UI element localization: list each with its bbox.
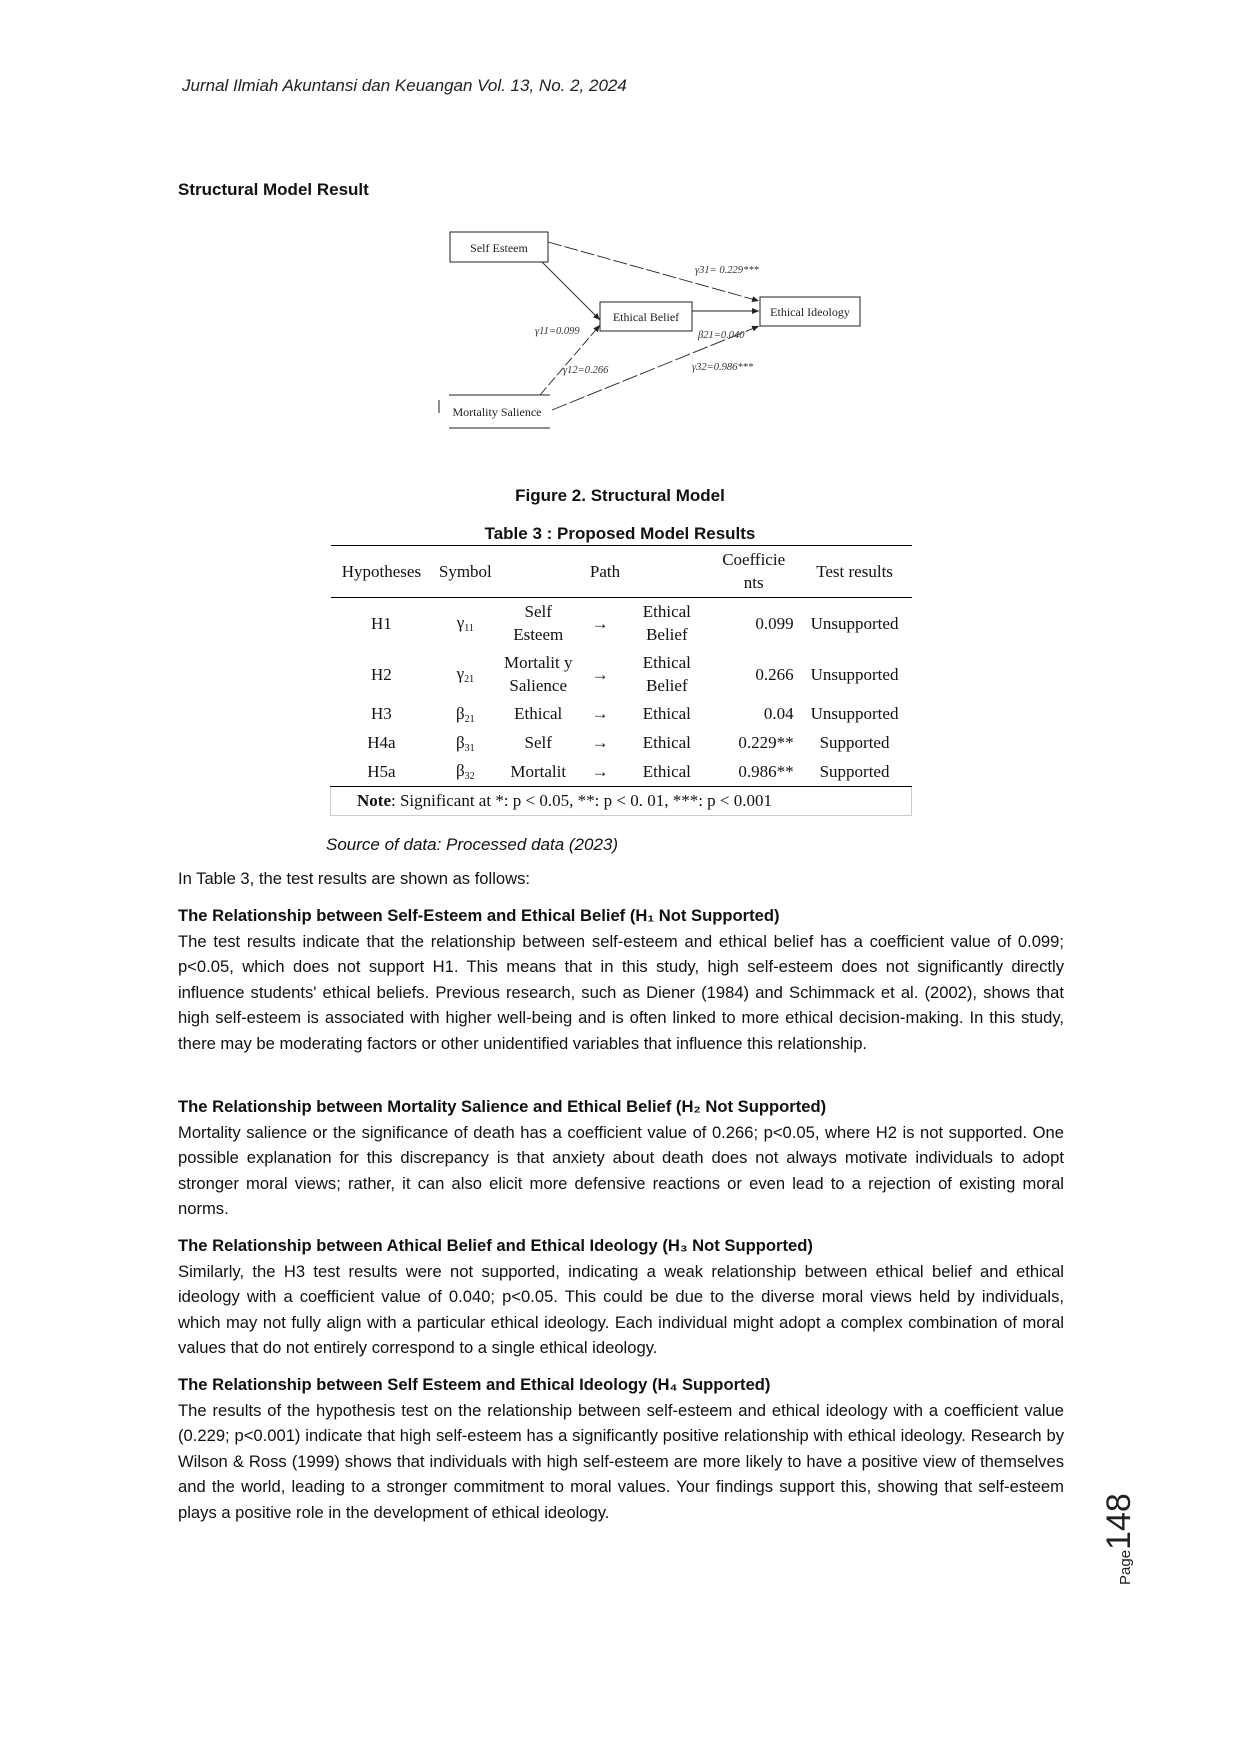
page-label: Page bbox=[1117, 1549, 1134, 1585]
cell-path-from: Ethical bbox=[514, 704, 563, 724]
cell-coefficient: 0.986** bbox=[712, 757, 798, 786]
header-coefficients: Coefficie nts bbox=[712, 546, 798, 598]
section-h3 bbox=[178, 1233, 1064, 1361]
cell-path-to: Ethical bbox=[642, 733, 691, 753]
section-heading: The Relationship between Mortality Salience and Ethical Belief (H₂ Not Supported) bbox=[178, 1097, 827, 1116]
section-heading: The Relationship between Self Esteem and Ethical Ideology (H₄ Supported) bbox=[178, 1375, 771, 1394]
cell-hypothesis: H4a bbox=[367, 733, 396, 753]
table-row bbox=[331, 649, 912, 700]
cell-coefficient: 0.099 bbox=[755, 613, 794, 633]
cell-symbol: $\beta_{31}$ bbox=[456, 732, 475, 754]
arrow-icon: → bbox=[591, 733, 609, 753]
path-self-esteem-to-ethical-belief bbox=[542, 262, 600, 320]
arrow-icon: → bbox=[591, 704, 609, 724]
coef-b21: β21=0.040 bbox=[698, 330, 745, 341]
page-number bbox=[1100, 1495, 1140, 1585]
intro-paragraph: In Table 3, the test results are shown as follows: bbox=[178, 869, 531, 888]
ethical-belief-label: Ethical Belief bbox=[612, 310, 680, 324]
ethical-ideology-label: Ethical Ideology bbox=[770, 305, 850, 319]
results-table bbox=[330, 545, 912, 816]
cell-hypothesis: H5a bbox=[331, 757, 433, 786]
cell-symbol: $\beta_{21}$ bbox=[456, 703, 475, 725]
table-row bbox=[331, 757, 912, 786]
cell-coefficient: 0.229** bbox=[738, 733, 794, 753]
cell-test-result: Unsupported bbox=[810, 613, 899, 633]
cell-symbol: $\gamma_{21}$ bbox=[456, 663, 475, 685]
cell-path-from: Mortalit y Salience bbox=[503, 652, 573, 696]
coef-g32: γ32=0.986*** bbox=[692, 362, 754, 373]
table-row bbox=[331, 700, 912, 729]
section-heading: The Relationship between Athical Belief and Ethical Ideology (H₃ Not Supported) bbox=[178, 1236, 813, 1255]
cell-coefficient: 0.266 bbox=[755, 664, 794, 684]
figure-caption: Figure 2. Structural Model bbox=[515, 486, 725, 505]
header-hypotheses: Hypotheses bbox=[331, 546, 433, 598]
header-path: Path bbox=[498, 546, 711, 598]
cell-hypothesis: H2 bbox=[371, 664, 392, 684]
page-number-value: 148 bbox=[1100, 1493, 1138, 1550]
cell-test-result: Unsupported bbox=[810, 664, 899, 684]
coef-g12: γ12=0.266 bbox=[563, 365, 609, 376]
header-symbol: Symbol bbox=[432, 546, 498, 598]
arrow-icon: → bbox=[591, 613, 609, 633]
cell-test-result: Supported bbox=[819, 733, 890, 753]
section-h4 bbox=[178, 1372, 1064, 1526]
cell-test-result: Unsupported bbox=[810, 704, 899, 724]
section-title: Structural Model Result bbox=[178, 180, 369, 199]
table-note-row bbox=[331, 787, 912, 815]
coef-g11: γ11=0.099 bbox=[535, 326, 580, 337]
table-caption: Table 3 : Proposed Model Results bbox=[484, 524, 756, 543]
cell-path-from: Self Esteem bbox=[513, 601, 564, 645]
cell-hypothesis: H1 bbox=[371, 613, 392, 633]
section-h2 bbox=[178, 1094, 1064, 1222]
cell-symbol: $\beta_{32}$ bbox=[432, 757, 498, 786]
source-note: Source of data: Processed data (2023) bbox=[326, 835, 619, 854]
cell-path-to: Ethical Belief bbox=[642, 652, 691, 696]
self-esteem-label: Self Esteem bbox=[470, 241, 528, 255]
cell-path-to: Ethical bbox=[642, 704, 691, 724]
journal-header: Jurnal Ilmiah Akuntansi dan Keuangan Vol. 13, No. 2, 2024 bbox=[182, 76, 627, 95]
cell-hypothesis: H3 bbox=[371, 704, 392, 724]
cell-test-result: Supported bbox=[798, 757, 912, 786]
mortality-salience-label: Mortality Salience bbox=[452, 405, 542, 419]
cell-symbol: $\gamma_{11}$ bbox=[456, 612, 474, 634]
cell-path-from: Self bbox=[524, 733, 552, 753]
diagram-svg bbox=[430, 225, 880, 440]
section-heading: The Relationship between Self-Esteem and Ethical Belief (H₁ Not Supported) bbox=[178, 906, 780, 925]
table-note: Note: Significant at *: p < 0.05, **: p < 0. 01, ***: p < 0.001 bbox=[331, 787, 912, 815]
cell-path-from: Mortalit bbox=[498, 757, 578, 786]
section-body: The test results indicate that the relationship between self-esteem and ethical belief has a coefficient value of 0.099; p<0.05, which does not support H1. This means that in this study, high self-esteem does not significantly directly influence students' ethical beliefs. Previous research, such as Diener (1984) and Schimmack et al. (2002), shows that high self-esteem is associated with higher well-being and is often linked to more ethical decision-making. In this study, there may be moderating factors or other unidentified variables that influence this relationship. bbox=[178, 931, 1064, 1053]
table-row bbox=[331, 597, 912, 648]
coef-g31: γ31= 0.229*** bbox=[695, 265, 759, 276]
header-test-results: Test results bbox=[798, 546, 912, 598]
cell-coefficient: 0.04 bbox=[763, 704, 794, 724]
arrow-icon: → bbox=[578, 757, 622, 786]
cell-path-to: Ethical Belief bbox=[642, 601, 691, 645]
cell-path-to: Ethical bbox=[622, 757, 712, 786]
arrow-icon: → bbox=[591, 664, 609, 684]
table-row bbox=[331, 729, 912, 758]
section-body: Similarly, the H3 test results were not supported, indicating a weak relationship between ethical belief and ethical ideology with a coefficient value of 0.040; p<0.05. This could be due to the diverse moral views held by individuals, which may not fully align with a particular ethical ideology. Each individual might adopt a complex combination of moral values that do not entirely correspond to a single ethical ideology. bbox=[178, 1261, 1064, 1358]
structural-model-diagram bbox=[430, 225, 880, 440]
table-header-row bbox=[331, 546, 912, 598]
section-body: Mortality salience or the significance of death has a coefficient value of 0.266; p<0.05, where H2 is not supported. One possible explanation for this discrepancy is that anxiety about death does not always motivate individuals to adopt stronger moral views; rather, it can also elicit more defensive reactions or even lead to a rejection of existing moral norms. bbox=[178, 1122, 1064, 1219]
section-h1 bbox=[178, 903, 1064, 1057]
section-body: The results of the hypothesis test on the relationship between self-esteem and ethical ideology with a coefficient value (0.229; p<0.001) indicate that high self-esteem has a significantly positive relationship with ethical ideology. Research by Wilson & Ross (1999) shows that individuals with high self-esteem are more likely to have a positive view of themselves and the world, leading to a stronger commitment to moral values. Your findings support this, showing that self-esteem plays a positive role in the development of ethical ideology. bbox=[178, 1400, 1064, 1522]
